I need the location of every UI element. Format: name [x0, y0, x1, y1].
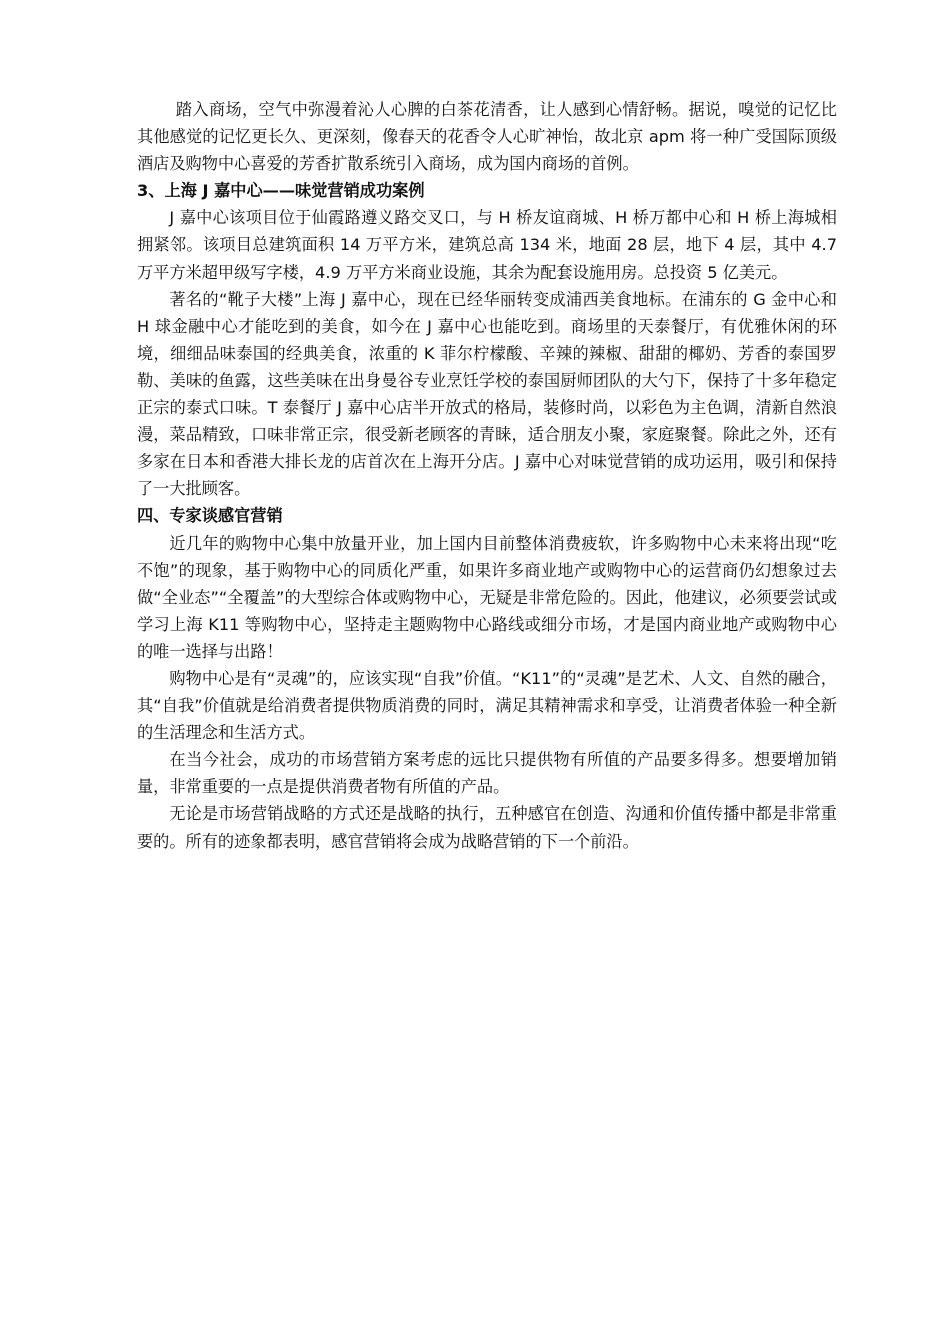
section-4-paragraph-4: 无论是市场营销战略的方式还是战略的执行，五种感官在创造、沟通和价值传播中都是非常重要的。所有的迹象都表明，感官营销将会成为战略营销的下一个前沿。	[137, 804, 837, 851]
section-4-paragraph-1: 近几年的购物中心集中放量开业，加上国内目前整体消费疲软，许多购物中心未来将出现“吃不饱”的现象，基于购物中心的同质化严重，如果许多商业地产或购物中心的运营商仍幻想象过去做“全业态”“全覆盖”的大型综合体或购物中心，无疑是非常危险的。因此，他建议，必须要尝试或学习上海 K11 等购物中心，坚持走主题购物中心路线或细分市场，才是国内商业地产或购物中心的唯一选择与出路！	[137, 533, 837, 661]
section-3-paragraph-2: 著名的“靴子大楼”上海 J 嘉中心，现在已经华丽转变成浦西美食地标。在浦东的 G 金中心和 H 球金融中心才能吃到的美食，如今在 J 嘉中心也能吃到。商场里的天泰餐厅，有优雅休闲的环境，细细品味泰国的经典美食，浓重的 K 菲尔柠檬酸、辛辣的辣椒、甜甜的椰奶、芳香的泰国罗勒、美味的鱼露，这些美味在出身曼谷专业烹饪学校的泰国厨师团队的大勺下，保持了十多年稳定正宗的泰式口味。T 泰餐厅 J 嘉中心店半开放式的格局，装修时尚，以彩色为主色调，清新自然浪漫，菜品精致，口味非常正宗，很受新老顾客的青睐，适合朋友小聚，家庭聚餐。除此之外，还有多家在日本和香港大排长龙的店首次在上海开分店。J 嘉中心对味觉营销的成功运用，吸引和保持了一大批顾客。	[137, 289, 837, 499]
section-4-paragraph-3: 在当今社会，成功的市场营销方案考虑的远比只提供物有所值的产品要多得多。想要增加销量，非常重要的一点是提供消费者物有所值的产品。	[137, 750, 837, 797]
intro-paragraph: 踏入商场，空气中弥漫着沁人心脾的白茶花清香，让人感到心情舒畅。据说，嗅觉的记忆比其他感觉的记忆更长久、更深刻，像春天的花香令人心旷神怡，故北京 apm 将一种广受国际顶级酒店及购物中心喜爱的芳香扩散系统引入商场，成为国内商场的首例。	[137, 100, 837, 174]
document-page	[137, 96, 837, 855]
section-3-heading: 3、上海 J 嘉中心——味觉营销成功案例	[137, 181, 425, 201]
section-4-heading: 四、专家谈感官营销	[137, 506, 283, 526]
section-4-paragraph-2: 购物中心是有“灵魂”的，应该实现“自我”价值。“K11”的“灵魂”是艺术、人文、自然的融合，其“自我”价值就是给消费者提供物质消费的同时，满足其精神需求和享受，让消费者体验一种全新的生活理念和生活方式。	[137, 668, 837, 743]
section-3-paragraph-1: J 嘉中心该项目位于仙霞路遵义路交叉口，与 H 桥友谊商城、H 桥万都中心和 H 桥上海城相拥紧邻。该项目总建筑面积 14 万平方米，建筑总高 134 米，地面 28 层，地下 4 层，其中 4.7 万平方米超甲级写字楼，4.9 万平方米商业设施，其余为配套设施用房。总投资 5 亿美元。	[137, 208, 837, 282]
